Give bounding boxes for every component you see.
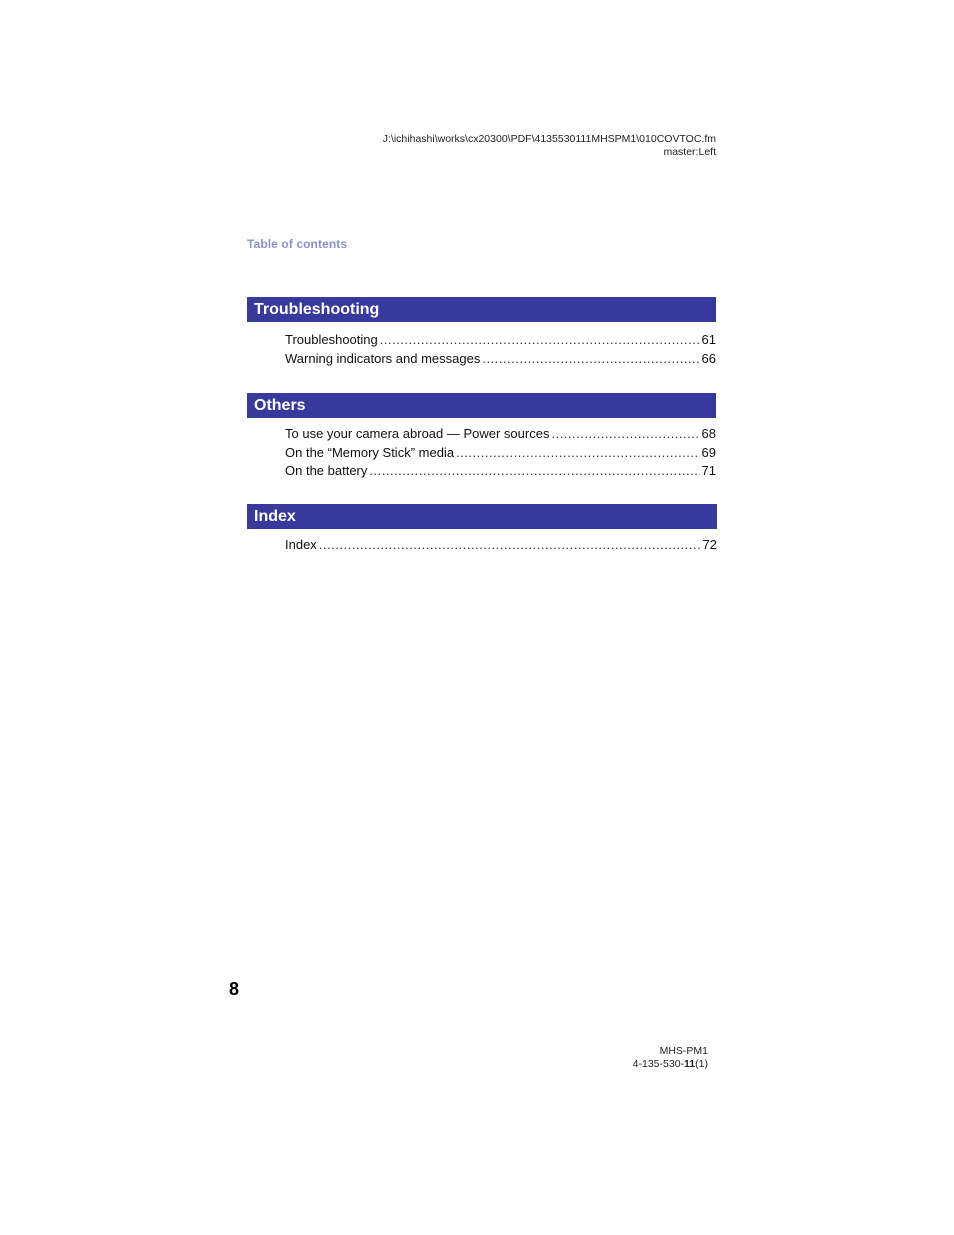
- part-number-bold: 11: [684, 1058, 696, 1070]
- model-name: MHS-PM1: [659, 1045, 708, 1057]
- part-number-prefix: 4-135-530-: [632, 1058, 685, 1070]
- toc-entry[interactable]: [285, 462, 716, 481]
- part-number: [633, 1058, 708, 1071]
- section-header-index: Index: [247, 504, 717, 529]
- toc-entry-title: To use your camera abroad — Power sources: [285, 426, 550, 441]
- toc-entry-page: 72: [702, 537, 717, 552]
- master-page-label: master:Left: [663, 146, 716, 158]
- toc-entry[interactable]: [285, 425, 716, 444]
- model-info-footer: [633, 1045, 708, 1071]
- toc-entry-title: Troubleshooting: [285, 332, 378, 347]
- section-troubleshooting: [247, 297, 716, 368]
- file-path: J:\ichihashi\works\cx20300\PDF\4135530111MHSPM1\010COVTOC.fm: [382, 133, 716, 145]
- toc-entry[interactable]: [285, 331, 716, 350]
- dot-leader: [319, 536, 701, 555]
- toc-entry[interactable]: [285, 536, 717, 555]
- dot-leader: [456, 444, 699, 463]
- dot-leader: [482, 350, 699, 369]
- toc-entry-page: 69: [701, 444, 716, 460]
- toc-entry-title: Warning indicators and messages: [285, 350, 481, 366]
- section-header-troubleshooting: Troubleshooting: [247, 297, 716, 322]
- toc-entry-page: 61: [701, 332, 716, 347]
- part-number-suffix: (1): [695, 1058, 708, 1070]
- toc-entry-page: 71: [701, 463, 716, 478]
- table-of-contents-label: Table of contents: [247, 237, 348, 251]
- dot-leader: [551, 425, 699, 444]
- toc-entry-page: 68: [701, 426, 716, 441]
- page-number: 8: [229, 979, 240, 999]
- dot-leader: [380, 331, 700, 350]
- toc-entry-title: On the “Memory Stick” media: [285, 444, 455, 460]
- toc-entry-page: 66: [701, 350, 716, 366]
- section-index: [247, 504, 717, 555]
- toc-entry[interactable]: [285, 444, 716, 463]
- section-others: [247, 393, 716, 481]
- toc-entry-title: On the battery: [285, 463, 368, 478]
- toc-entry[interactable]: [285, 350, 716, 369]
- file-path-header: [383, 133, 716, 159]
- toc-entry-title: Index: [285, 537, 317, 552]
- dot-leader: [369, 462, 699, 481]
- section-header-others: Others: [247, 393, 716, 418]
